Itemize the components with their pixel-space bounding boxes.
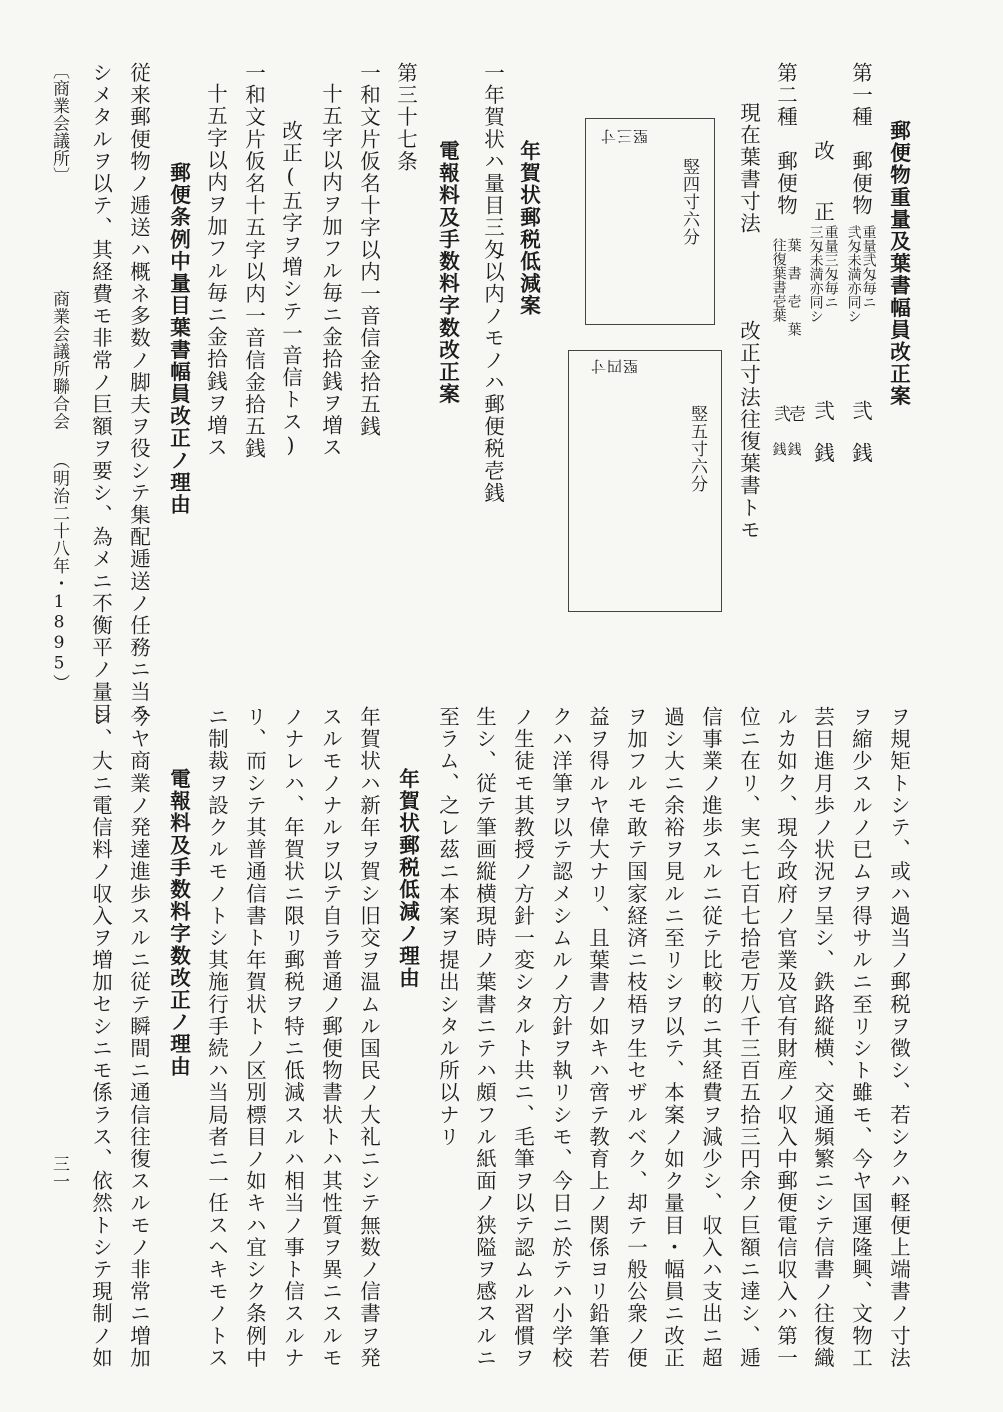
text-column: シ、大ニ電信料ノ収入ヲ増加セシニモ係ラス、依然トシテ現制ノ如 — [88, 706, 113, 1369]
text-column: 益ヲ得ルヤ偉大ナリ、且葉書ノ如キハ啻テ教育上ノ関係ヨリ鉛筆若 — [585, 706, 610, 1369]
current-postcard-stamp: 堅三寸 — [600, 127, 649, 145]
text-column: ヲ加フルモ敢テ国家経済ニ枝梧ヲ生セザルベク、却テ一般公衆ノ便 — [623, 706, 648, 1369]
heading-mail-weight-reform: 郵便物重量及葉書幅員改正案 — [886, 120, 911, 408]
text-column: 従来郵便物ノ逓送ハ概ネ多数ノ脚夫ヲ役シテ集配逓送ノ任務ニ当ラ — [126, 62, 151, 725]
text-column: 十五字以内ヲ加フル毎ニ金拾銭ヲ増ス — [318, 83, 343, 459]
text-column: 銭 — [785, 442, 802, 456]
revised-postcard-size-label: 竪五寸六分 — [687, 405, 707, 493]
text-column: 葉 書 壱 葉 — [785, 238, 802, 336]
source-category-label: 〔商業会議所〕 — [49, 62, 69, 185]
text-column: 生シ、従テ筆画縦横現時ノ葉書ニテハ頗フル紙面ノ狭隘ヲ感スルニ — [472, 706, 497, 1369]
text-column: 位ニ在リ、実ニ七百七拾壱万八千三百五拾三円余ノ巨額ニ達シ、逓 — [736, 706, 761, 1369]
heading-reform-reason: 郵便条例中量目葉書幅員改正ノ理由 — [166, 162, 191, 516]
text-column: 改正寸法往復葉書トモ — [736, 320, 761, 541]
text-column: 改正(五字ヲ増シテ一音信トス) — [278, 120, 303, 459]
text-column: 重量三匁毎ニ — [822, 225, 839, 309]
text-column: ヲ縮少スルノ已ムヲ得サルニ至リシト雖モ、今ヤ国運隆興、文物工 — [848, 706, 873, 1369]
text-column: ニ制裁ヲ設クルモノトシ其施行手続ハ当局者ニ一任スヘキモノトス — [204, 706, 229, 1369]
heading-telegraph-fee-reason: 電報料及手数料字数改正ノ理由 — [166, 768, 191, 1078]
text-column: シメタルヲ以テ、其経費モ非常ノ巨額ヲ要シ、為メニ不衡平ノ量目 — [88, 62, 113, 725]
text-column: ヲ規矩トシテ、或ハ過当ノ郵税ヲ徴シ、若シクハ軽便上端書ノ寸法 — [886, 706, 911, 1369]
text-column: 過シ大ニ余裕ヲ見ルニ至リシヲ以テ、本案ノ如ク量目・幅員ニ改正 — [660, 706, 685, 1369]
text-column: 十五字以内ヲ加フル毎ニ金拾銭ヲ増ス — [203, 83, 228, 459]
text-column: 第一種 郵便物 — [848, 62, 873, 217]
text-column: 至ラム、之レ茲ニ本案ヲ提出シタル所以ナリ — [435, 706, 460, 1148]
text-column: 銭 — [848, 442, 873, 465]
text-column: 現在葉書寸法 — [736, 102, 761, 235]
text-column: 壱 — [785, 405, 806, 422]
text-column: 弐 — [848, 400, 873, 423]
text-column: 弐 — [810, 400, 835, 423]
text-column: 銭 — [810, 442, 835, 465]
text-column: ノナレハ、年賀状ニ限リ郵税ヲ特ニ低減スルハ相当ノ事ト信スルナ — [280, 706, 305, 1369]
heading-new-year-card-reason: 年賀状郵税低減ノ理由 — [395, 768, 420, 989]
revised-postcard-stamp: 堅四寸 — [590, 357, 639, 375]
text-column: リ、而シテ其普通信書ト年賀状トノ区別標目ノ如キハ宜シク条例中 — [242, 706, 267, 1369]
source-organization: 商業会議所聯合会 — [49, 290, 69, 430]
heading-new-year-card-rate: 年賀状郵税低減案 — [516, 140, 541, 317]
text-column: 一和文片仮名十五字以内一音信金拾五銭 — [241, 62, 266, 460]
text-column: 改 正 — [810, 140, 835, 232]
text-column: 第三十七条 — [393, 62, 418, 173]
text-column: スルモノナルヲ以テ自ラ普通ノ郵便物書状トハ其性質ヲ異ニスルモ — [318, 706, 343, 1369]
text-column: 年賀状ハ新年ヲ賀シ旧交ヲ温ムル国民ノ大礼ニシテ無数ノ信書ヲ発 — [356, 706, 381, 1369]
text-column: 信事業ノ進歩スルニ従テ比較的ニ其経費ヲ減少シ、収入ハ支出ニ超 — [698, 706, 723, 1369]
text-column: 第二種 郵便物 — [773, 62, 798, 217]
page-number: 三一 — [49, 1155, 69, 1190]
heading-telegraph-fee-reform: 電報料及手数料字数改正案 — [435, 140, 460, 406]
text-column: 一和文片仮名十字以内一音信金拾五銭 — [356, 62, 381, 438]
text-column: ノ生徒モ其教授ノ方針一変シタルト共ニ、毛筆ヲ以テ認ムル習慣ヲ — [510, 706, 535, 1369]
text-column: ルカ如ク、現今政府ノ官業及官有財産ノ収入中郵便電信収入ハ第一 — [773, 706, 798, 1369]
text-column: 重量弐匁毎ニ — [860, 225, 877, 309]
current-postcard-size-label: 竪四寸六分 — [679, 158, 699, 246]
text-column: 弐 — [770, 405, 791, 422]
text-column: 三匁未満亦同シ — [807, 225, 824, 323]
text-column: 今ヤ商業ノ発達進歩スルニ従テ瞬間ニ通信往復スルモノ非常ニ増加 — [126, 706, 151, 1369]
source-date: （明治二十八年・1895） — [49, 452, 69, 692]
text-column: 往復葉書壱葉 — [770, 238, 787, 322]
text-column: 銭 — [770, 442, 787, 456]
text-column: 一年賀状ハ量目三匁以内ノモノハ郵便税壱銭 — [480, 62, 505, 504]
text-column: 芸日進月歩ノ状況ヲ呈シ、鉄路縦横、交通頻繁ニシテ信書ノ往復織 — [810, 706, 835, 1369]
text-column: 弐匁未満亦同シ — [845, 225, 862, 323]
text-column: クハ洋筆ヲ以テ認メシムルノ方針ヲ執リシモ、今日ニ於テハ小学校 — [548, 706, 573, 1369]
